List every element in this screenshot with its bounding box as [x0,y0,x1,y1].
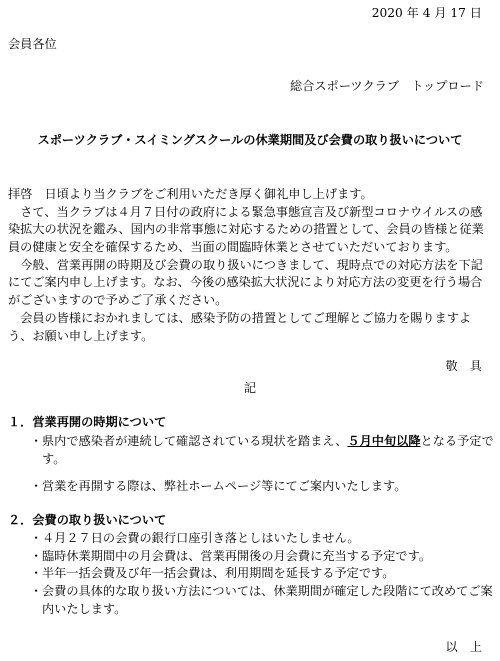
highlight-date: ５月中旬以降 [347,434,421,448]
list-item [30,433,496,468]
bullet-icon: ・ [30,531,43,545]
bullet-icon: ・ [30,479,43,494]
bullet-icon: ・ [30,584,43,599]
body-paragraph: 今般、営業再開の時期及び会費の取り扱いにつきまして、現時点での対応方法を下記にてご案内申し上げます。なお、今後の感染拡大状況により対応方法の変更を行う場合がございますので予めご了承ください。 [8,257,483,308]
list-item [30,583,496,618]
bullet-icon: ・ [30,566,43,581]
section-1-title: １．営業再開の時期について [8,415,167,429]
document-title: スポーツクラブ・スイミングスクールの休業期間及び会費の取り扱いについて [37,133,463,147]
sender-organization: 総合スポーツクラブ トップロード [289,79,484,93]
document-date: 2020 年 4 月 17 日 [371,6,482,20]
section-2-title: ２．会費の取り扱いについて [8,513,167,527]
section-2-list [30,530,496,618]
closing-keigu: 敬 具 [445,359,482,373]
addressee: 会員各位 [8,37,57,51]
ki-marker: 記 [243,381,257,395]
body-paragraph: さて、当クラブは４月７日付の政府による緊急事態宣言及び新型コロナウイルスの感染拡大の状況を鑑み、国内の非常事態に対応するための措置として、会員の皆様と従業員の健康と安全を確保するため、当面の間臨時休業とさせていただいております。 [8,204,484,255]
section-1-list [30,433,496,496]
list-item-text: 臨時休業期間中の月会費は、営業再開後の月会費に充当する予定です。 [42,548,432,563]
greeting-paragraph: 拝啓 日頃より当クラブをご利用いただき厚く御礼申し上げます。 [8,187,373,201]
list-item [30,478,496,496]
list-item [30,565,496,583]
bullet-icon: ・ [30,434,43,448]
bullet-icon: ・ [30,548,43,563]
list-item-text: 会費の具体的な取り扱い方法については、休業期間が確定した段階にて改めてご案内いたします。 [42,584,493,616]
body-paragraph: 会員の皆様におかれましては、感染予防の措置としてご理解とご協力を賜りますよう、お願い申し上げます。 [8,310,472,343]
list-item [30,530,496,548]
list-item [30,548,496,566]
list-item-text: 県内で感染者が連続して確認されている現状を踏まえ、 [42,434,348,448]
letter-body [8,186,492,345]
list-item-text: となる予定です。 [42,434,494,466]
list-item-text: 半年一括会費及び年一括会費は、利用期間を延長する予定です。 [42,566,395,581]
list-item-text: ４月２７日の会費の銀行口座引き落としはいたしません。 [42,531,360,545]
closing-ijou: 以 上 [445,640,482,654]
list-item-text: 営業を再開する際は、弊社ホームページ等にてご案内いたします。 [42,479,407,494]
